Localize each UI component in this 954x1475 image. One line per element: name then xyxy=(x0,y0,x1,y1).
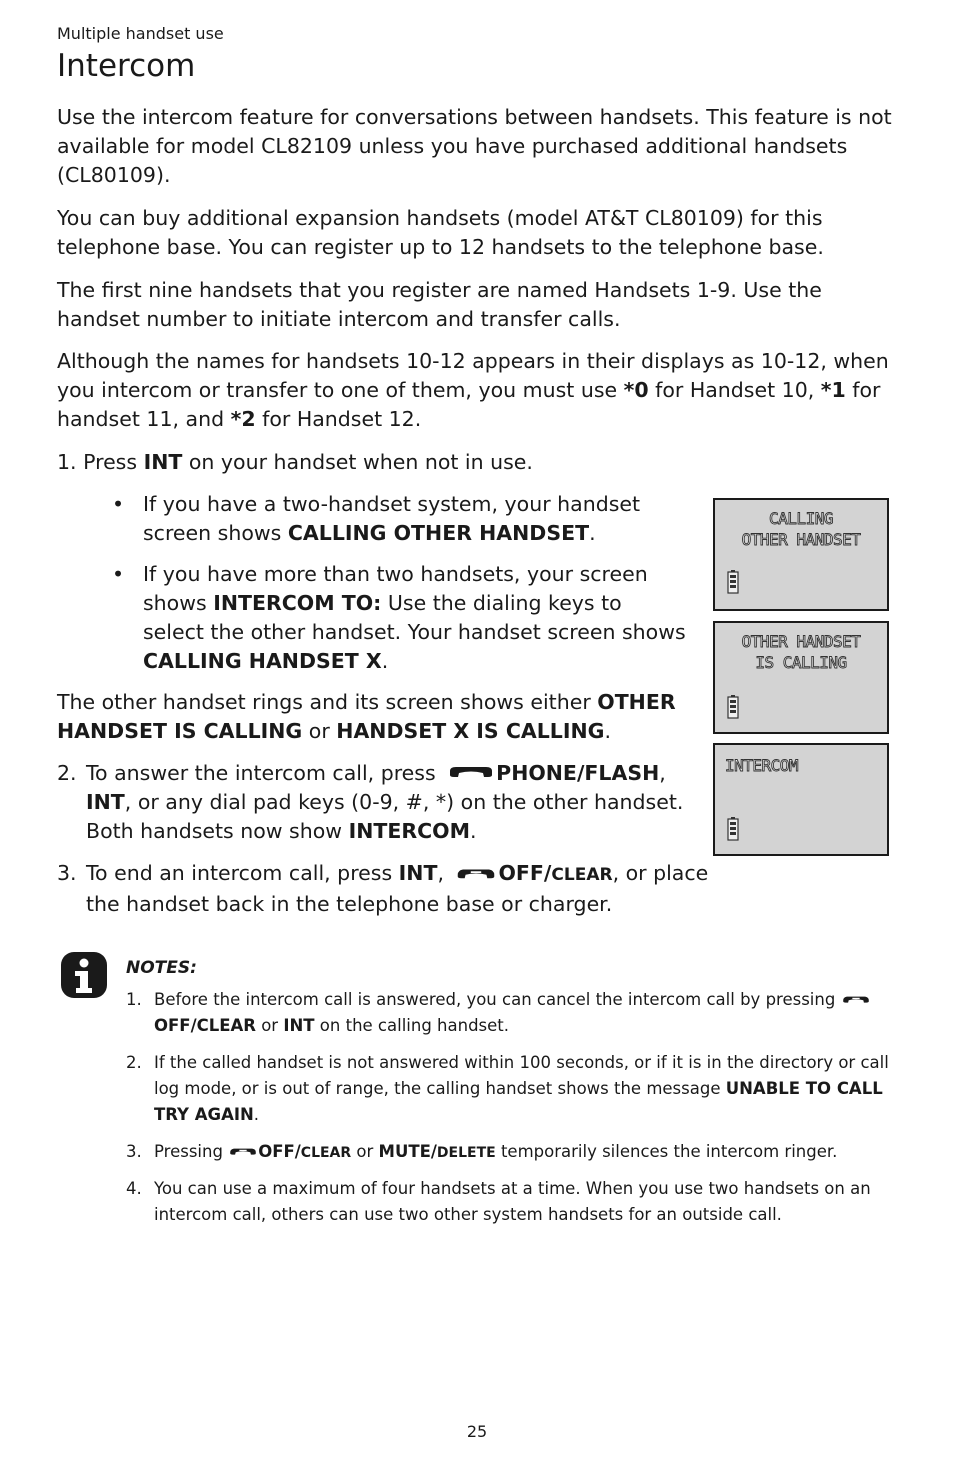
step-1-number: 1. xyxy=(57,450,77,474)
note-3-key-2a: MUTE/ xyxy=(378,1142,437,1161)
step-2-key-2: INT xyxy=(86,790,125,814)
note-2-text xyxy=(154,1050,896,1128)
rings-c: . xyxy=(604,719,612,743)
step-3-number: 3. xyxy=(57,861,77,885)
note-1-key-1: OFF/CLEAR xyxy=(154,1016,256,1035)
rings-paragraph xyxy=(57,688,702,746)
note-3-key-2b: DELETE xyxy=(436,1145,496,1161)
step-3-key-2a: OFF/ xyxy=(498,861,552,885)
lcd-screen-other-handset-calling xyxy=(713,621,889,734)
note-1-number: 1. xyxy=(126,990,142,1009)
step-3-a: To end an intercom call, press xyxy=(86,861,399,885)
intro-paragraph-1: Use the intercom feature for conversations between handsets. This feature is not available for model CL82109 unless you have purchased additional handsets (CL80109). xyxy=(57,105,892,187)
off-phone-icon xyxy=(456,866,496,880)
note-3-key-1b: CLEAR xyxy=(300,1145,352,1161)
note-1-key-2: INT xyxy=(283,1016,315,1035)
phone-icon xyxy=(448,766,494,780)
rings-a: The other handset rings and its screen shows either xyxy=(57,690,598,714)
lcd-line-1: CALLING xyxy=(769,509,833,528)
bullet-item-2 xyxy=(112,560,686,678)
step-3-c: , or place the handset back in the telephone base or charger. xyxy=(86,861,709,916)
p4-text-a: Although the names for handsets 10-12 appears in their displays as 10-12, when you intercom or transfer to one of them, you must use xyxy=(57,349,889,402)
bullet-1-bold: CALLING OTHER HANDSET xyxy=(287,521,590,545)
step-2-b: , xyxy=(659,761,666,785)
rings-bold-2: HANDSET X IS CALLING xyxy=(336,719,605,743)
note-2-a: If the called handset is not answered within 100 seconds, or if it is in the directory or call log mode, or is out of range, the calling handset shows the message xyxy=(154,1053,889,1098)
p4-key-0: *0 xyxy=(623,378,649,402)
p4-text-b: for Handset 10, xyxy=(648,378,821,402)
note-1-c: on the calling handset. xyxy=(314,1016,510,1035)
bullet-1-a: If you have a two-handset system, your handset screen shows xyxy=(143,492,641,545)
step-2-key-3: INTERCOM xyxy=(348,819,470,843)
step-1-a: Press xyxy=(83,450,144,474)
step-3 xyxy=(57,859,707,919)
note-4-number: 4. xyxy=(126,1179,142,1198)
page-title: Intercom xyxy=(57,48,196,84)
step-2-c: , or any dial pad keys (0-9, #, *) on the other handset. Both handsets now show xyxy=(86,790,684,843)
step-2-a: To answer the intercom call, press xyxy=(86,761,443,785)
p4-text-d: for Handset 12. xyxy=(255,407,422,431)
note-3-c: temporarily silences the intercom ringer. xyxy=(495,1142,838,1161)
battery-icon xyxy=(727,570,739,594)
note-3-text xyxy=(154,1139,896,1166)
step-2 xyxy=(57,759,707,849)
intro-paragraph-3: The first nine handsets that you register are named Handsets 1-9. Use the handset number to initiate intercom and transfer calls. xyxy=(57,278,822,331)
bullet-dot: • xyxy=(112,562,125,586)
bullet-2-bold-2: CALLING HANDSET X xyxy=(143,649,382,673)
section-label: Multiple handset use xyxy=(57,24,224,43)
note-3 xyxy=(126,1139,896,1165)
intro-paragraph-2: You can buy additional expansion handsets (model AT&T CL80109) for this telephone base. You can register up to 12 handsets to the telephone base. xyxy=(57,206,824,259)
note-4 xyxy=(126,1176,896,1228)
lcd-line-2: IS CALLING xyxy=(755,653,847,672)
off-phone-icon xyxy=(229,1146,257,1156)
bullet-2-bold-1: INTERCOM TO: xyxy=(213,591,382,615)
info-icon xyxy=(60,951,108,999)
bullet-2-c: . xyxy=(381,649,389,673)
bullet-dot: • xyxy=(112,492,125,516)
note-3-number: 3. xyxy=(126,1142,142,1161)
bullet-1-b: . xyxy=(589,521,596,545)
bullet-1-text xyxy=(143,490,688,548)
note-4-text: You can use a maximum of four handsets at a time. When you use two handsets on an intercom call, others can use two other system handsets for an outside call. xyxy=(154,1179,871,1224)
step-2-text xyxy=(86,759,716,846)
note-3-b: or xyxy=(351,1142,379,1161)
rings-b: or xyxy=(302,719,337,743)
off-phone-icon xyxy=(842,994,870,1004)
step-3-b: , xyxy=(437,861,451,885)
step-2-d: . xyxy=(470,819,477,843)
page-number: 25 xyxy=(466,1422,488,1441)
lcd-line-1: OTHER HANDSET xyxy=(741,632,861,651)
bullet-2-text xyxy=(143,560,688,676)
intro-paragraph-4 xyxy=(57,347,902,434)
note-1-b: or xyxy=(255,1016,284,1035)
note-2-number: 2. xyxy=(126,1053,142,1072)
step-3-key-1: INT xyxy=(398,861,438,885)
rings-bold-1: OTHER HANDSET IS CALLING xyxy=(57,690,676,743)
lcd-line-1: INTERCOM xyxy=(725,756,799,775)
battery-icon xyxy=(727,695,739,719)
note-2-b: . xyxy=(253,1105,260,1124)
lcd-screen-intercom xyxy=(713,743,889,856)
battery-icon xyxy=(727,817,739,841)
bullet-2-a: If you have more than two handsets, your screen shows xyxy=(143,562,648,615)
step-1 xyxy=(57,448,707,478)
step-3-text xyxy=(86,859,716,919)
p4-key-1: *1 xyxy=(820,378,846,402)
bullet-item-1 xyxy=(112,490,682,550)
lcd-line-2: OTHER HANDSET xyxy=(741,530,861,549)
step-3-key-2b: CLEAR xyxy=(551,865,613,885)
note-2 xyxy=(126,1050,896,1128)
step-1-key: INT xyxy=(143,450,183,474)
note-2-key: UNABLE TO CALL TRY AGAIN xyxy=(154,1079,883,1124)
p4-text-c: for handset 11, and xyxy=(57,378,881,431)
note-1-text xyxy=(154,987,896,1039)
notes-title: NOTES: xyxy=(126,958,197,978)
lcd-screen-calling-other-handset xyxy=(713,498,889,611)
note-3-a: Pressing xyxy=(154,1142,229,1161)
note-1 xyxy=(126,987,896,1039)
p4-key-2: *2 xyxy=(230,407,256,431)
step-1-text xyxy=(57,450,533,474)
note-1-a: Before the intercom call is answered, you can cancel the intercom call by pressing xyxy=(154,990,841,1009)
note-3-key-1a: OFF/ xyxy=(258,1142,301,1161)
bullet-2-b: Use the dialing keys to select the other handset. Your handset screen shows xyxy=(143,591,686,644)
step-2-key-1: PHONE/FLASH xyxy=(496,761,660,785)
step-2-number: 2. xyxy=(57,761,77,785)
step-1-b: on your handset when not in use. xyxy=(182,450,533,474)
